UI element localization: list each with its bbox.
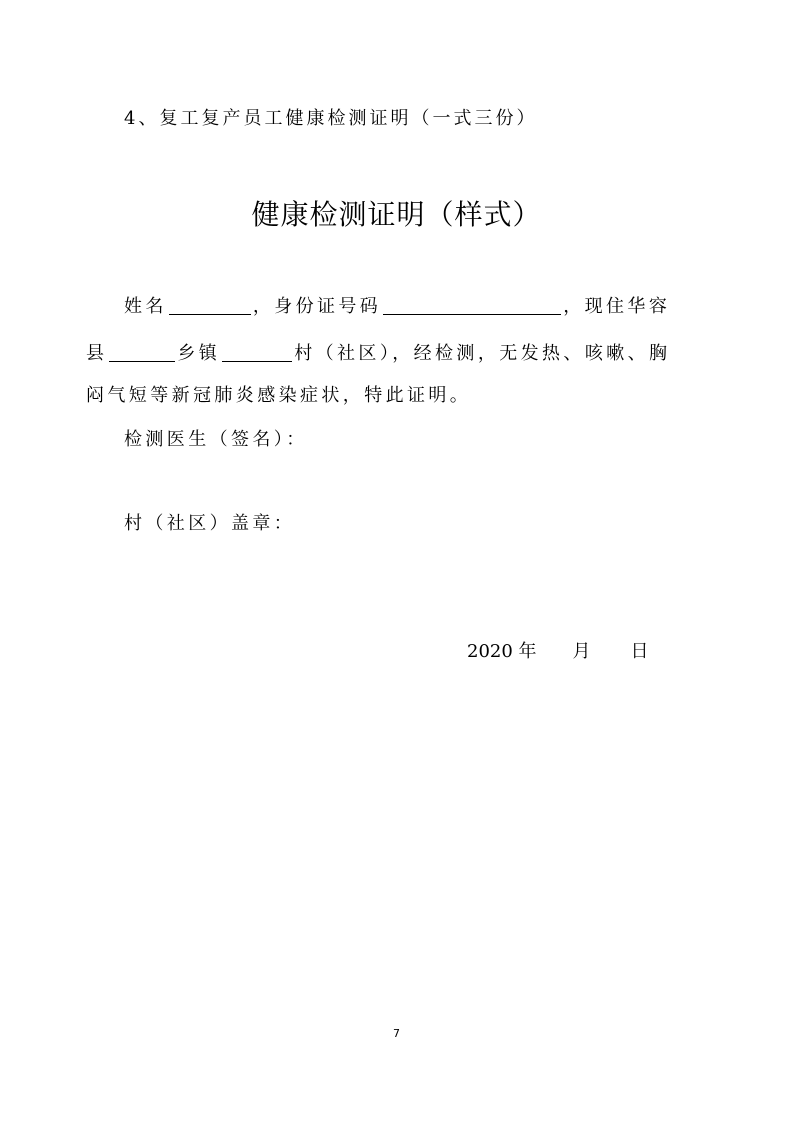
- name-blank[interactable]: [169, 296, 251, 315]
- section-heading: 4、复工复产员工健康检测证明（一式三份）: [124, 108, 538, 129]
- date-month-unit: 月: [572, 641, 591, 662]
- stamp-label: 村（社区）盖章：: [124, 513, 296, 534]
- name-label: 姓名: [124, 296, 167, 317]
- date-year-unit: 年: [518, 641, 537, 662]
- town-label: 乡镇: [177, 343, 221, 364]
- date-day-unit: 日: [630, 641, 649, 662]
- date-line: [467, 637, 649, 663]
- form-line-identity: [124, 295, 670, 319]
- date-year: 2020: [467, 641, 513, 662]
- doctor-signature-label: 检测医生（签名）：: [124, 429, 308, 450]
- county-blank[interactable]: [109, 343, 175, 362]
- village-statement: 村（社区），经检测，无发热、咳嗽、胸: [294, 343, 671, 364]
- form-line-address: [86, 342, 670, 366]
- county-label: 县: [86, 343, 108, 364]
- form-line-statement: 闷气短等新冠肺炎感染症状，特此证明。: [86, 385, 472, 406]
- page-number: 7: [393, 1027, 400, 1040]
- residence-label: ，现住华容: [563, 296, 671, 317]
- id-label: ，身份证号码: [252, 296, 382, 317]
- id-number-blank[interactable]: [383, 296, 561, 315]
- document-title: 健康检测证明（样式）: [251, 198, 542, 231]
- town-blank[interactable]: [222, 343, 292, 362]
